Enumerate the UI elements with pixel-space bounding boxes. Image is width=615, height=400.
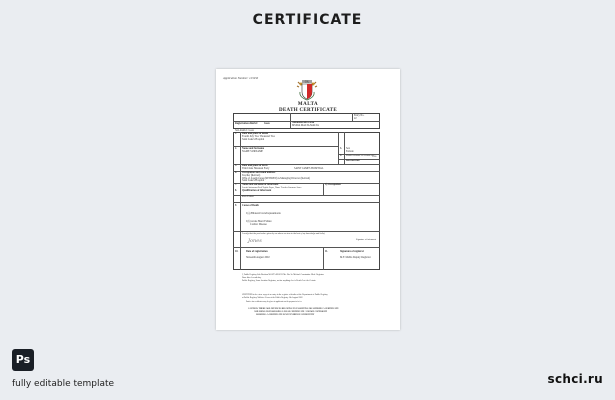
registration-date-value: Sixteenth August 2002 xyxy=(246,256,270,259)
divider xyxy=(323,247,324,270)
template-caption: fully editable template xyxy=(12,379,115,389)
registration-district-label: Registration district: xyxy=(235,122,259,125)
certify-statement: I certify that the particulars given by me above are true to the best of my knowledge and belief xyxy=(242,233,325,235)
caution-line-2: AND USING OR POSSESSING A FALSE CERTIFICATE ©CROWN COPYRIGHT xyxy=(254,311,327,313)
death-place-value: Saint Luke's Hospital xyxy=(242,138,265,141)
divider xyxy=(323,183,324,195)
entry-no-label: Entry No. xyxy=(354,114,365,117)
birth-date-value: Third June Nineteen Forty xyxy=(242,167,270,170)
birth-date-place-label: Date and place of birth xyxy=(242,164,268,167)
divider xyxy=(233,202,380,203)
registrar-value: M.F. Mallia Deputy Registrar xyxy=(340,256,371,259)
registration-district-value: Gozo xyxy=(264,122,270,125)
small-print: Entries for certificates may be given to applicants on the payment of a fee xyxy=(246,301,302,303)
registrar-signature-label: Signature of registrar xyxy=(340,250,364,253)
photoshop-icon: Ps xyxy=(12,349,34,371)
qualification-value: Pres Father xyxy=(242,195,254,198)
row-number: 1. xyxy=(235,132,237,135)
note-line-2: Done this eleventh day xyxy=(242,277,262,279)
caution-line-3: WARNING: A CERTIFICATE IS NOT EVIDENCE OF IDENTITY xyxy=(256,314,315,316)
caution-line-1: CAUTION: THERE ARE OFFENCES RELATING TO FALSIFYING OR ALTERING A CERTIFICATE xyxy=(248,308,339,310)
cause-of-death-label: Cause of Death xyxy=(242,204,259,207)
birth-place-value: SAINT JAMES HOSPITAL xyxy=(294,167,324,170)
cause-c-value: Cardiac Disease xyxy=(250,223,267,226)
certificate-title: DEATH CERTIFICATE xyxy=(279,108,337,113)
divider xyxy=(240,132,241,270)
registration-date-label: Date of registration xyxy=(246,250,268,253)
country-name: MALTA xyxy=(297,102,319,107)
certificate-document xyxy=(216,69,400,330)
occupation-label: Occupation and usual address xyxy=(242,171,276,174)
row-number: 3. xyxy=(340,147,342,150)
death-date-place-label: Date and place of death xyxy=(242,132,269,135)
note-line-3: Public Registry, Some location Registrar, not far anything else is Death Cert. the Certain xyxy=(242,280,316,282)
has-married-label: has married xyxy=(346,159,360,162)
death-date-value: Fourth July Two Thousand Two xyxy=(242,135,276,138)
divider xyxy=(233,231,380,232)
page-heading: CERTIFICATE xyxy=(252,12,363,28)
name-surname-label: Name and Surname xyxy=(242,147,265,150)
informant-occupation-label: b) Occupation xyxy=(325,183,341,186)
row-number: 10. xyxy=(235,250,239,253)
row-number: 7. xyxy=(235,183,237,186)
informant-value: Lawful informant Paul Tophic Paper, Name Teacher Surname Jones xyxy=(242,187,302,189)
certified-statement: CERTIFIED to be a true copy of an entry in the register of deaths of the Department of Public Registry xyxy=(242,294,328,296)
maiden-surname-label: Maiden surname of woman who xyxy=(346,155,375,157)
divider xyxy=(352,113,353,121)
divider xyxy=(233,195,380,196)
administrative-area-value: MSIDA MALTA MALTA xyxy=(292,124,319,127)
informant-label: Name and surname of informant xyxy=(242,183,279,186)
row-number: 11. xyxy=(325,250,329,253)
issued-statement: at Public Registry Valletta. Given at the Public Registry 5th August 2002 xyxy=(242,297,303,299)
sex-label: Sex xyxy=(346,147,350,150)
row-number: 6. xyxy=(235,171,237,174)
administrative-area-label: Administrative area xyxy=(292,121,315,124)
name-surname-value: NAME SURNAME xyxy=(242,150,263,153)
qualification-label: Qualification of informant xyxy=(242,189,272,192)
application-number: Application Number: 123456 xyxy=(223,76,259,80)
brand-name: schci.ru xyxy=(547,372,603,386)
row-number: 9. xyxy=(235,204,237,207)
row-number: 5. xyxy=(235,164,237,167)
maiden-surname-value: 2340 xyxy=(372,156,377,158)
row-number: 2. xyxy=(235,147,237,150)
sex-value: Female xyxy=(346,150,354,153)
sub-district: Sub-district: Gozo xyxy=(235,129,255,132)
entry-no-value: 22 xyxy=(354,117,357,120)
signature-label: Signature of informant xyxy=(356,239,376,241)
cause-a-value: I (a) Bilateral bronchopneumonia xyxy=(246,212,281,215)
coat-of-arms-icon xyxy=(296,79,318,101)
cause-b-value: I (b) Acute Heart Failure xyxy=(246,220,272,223)
row-number: 8. xyxy=(235,189,237,192)
informant-signature: Jones xyxy=(248,238,262,244)
occupation-value: Teacher (Retired) xyxy=(242,174,261,177)
note-line-1: I, Public Registry Sub Division MALTA MALTA Mr. Dir. Sr. Michael Constantine Blvd. Registrar xyxy=(242,274,324,276)
spouse-value: Wife of Joseph Jones (RETIRED) A Managing Director (Retired) xyxy=(242,176,311,180)
divider xyxy=(233,247,380,248)
address-value: Saint Luke's Hospital xyxy=(242,179,265,182)
row-number: 4. xyxy=(340,154,342,157)
emblem-text: GIL xyxy=(304,79,310,84)
